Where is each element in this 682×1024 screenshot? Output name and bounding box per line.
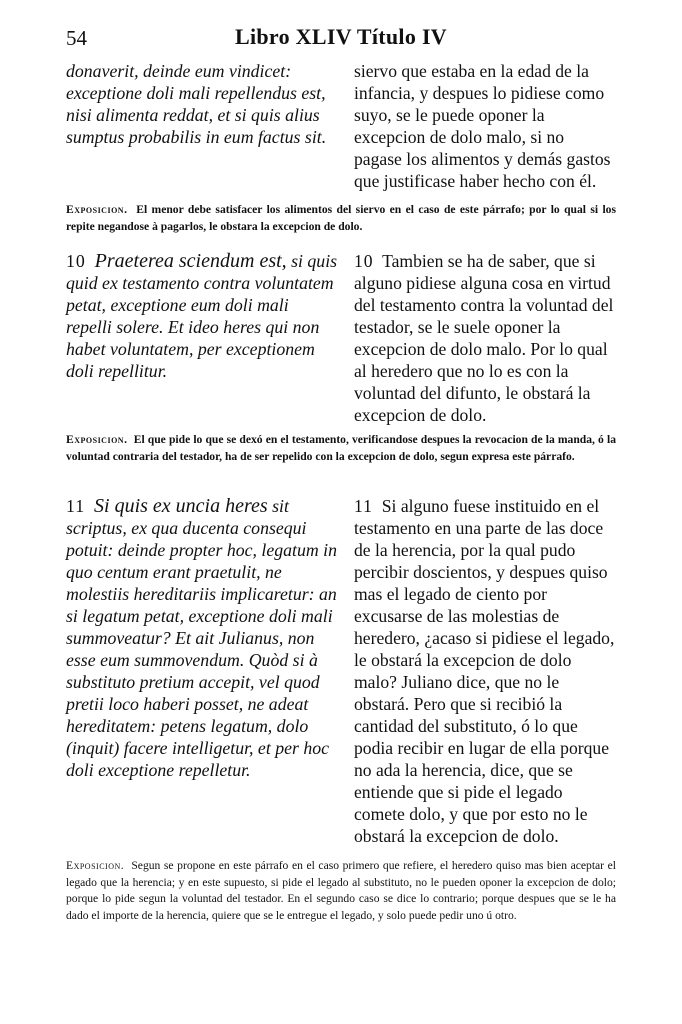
latin-column — [66, 60, 338, 148]
exposicion-text: Segun se propone en este párrafo en el caso primero que refiere, el heredero quiso mas bien aceptar el legado que la herencia; y en este supuesto, si pide el legado al substituto, no le pueden oponer la excepcion de dolo; porque lo pide segun la voluntad del testador. En el segundo caso se dice lo contrario; porque despues que se le ha dado el importe de la herencia, quiere que se le entregue el legado, y solo puede pedir uno ú otro. — [66, 859, 616, 922]
latin-text: donaverit, deinde eum vindicet: exceptione doli mali repellendus est, nisi alimenta reddat, et si quis alius sumptus probabilis in eum factus sit. — [66, 61, 327, 147]
latin-lead: Si quis ex uncia heres — [94, 495, 268, 517]
section-10 — [66, 250, 616, 426]
section-continuation — [66, 60, 616, 196]
exposicion-paragraph — [66, 858, 616, 924]
latin-column — [66, 495, 338, 781]
latin-lead: Praeterea sciendum est, — [94, 250, 287, 272]
latin-body: si quis quid ex testamento contra voluntatem petat, exceptione eum doli mali repelli solere. Et ideo heres qui non habet voluntatem, per exceptionem doli repellitur. — [66, 251, 338, 381]
spanish-column — [354, 495, 616, 847]
spanish-body: Si alguno fuese instituido en el testamento en una parte de las doce de la herencia, por la qual pudo percibir doscientos, y despues quiso mas el legado de ciento por excusarse de las molestias de heredero, ¿acaso si pidiese el legado, le obstará la excepcion de dolo malo? Juliano dice, que no le obstará. Pero que si recibió la cantidad del substituto, ó lo que podia recibir en lugar de ella porque no ada la herencia, dice, que se entiende que si pide el legado comete dolo, y que por esto no le obstará la excepcion de dolo. — [354, 496, 615, 846]
section-number: 11 — [354, 496, 373, 516]
exposicion-label: Exposicion. — [66, 859, 125, 872]
spanish-text — [354, 495, 616, 847]
exposicion-text: El que pide lo que se dexó en el testamento, verificandose despues la revocacion de la manda, ó la voluntad contraria del testador, ha de ser repelido con la excepcion de dolo, segun expresa este párrafo. — [66, 433, 616, 463]
latin-text — [66, 495, 338, 781]
latin-column — [66, 250, 338, 382]
exposicion-paragraph — [66, 202, 616, 235]
section-number: 10 — [66, 251, 86, 271]
latin-body: sit scriptus, ex qua ducenta consequi potuit: deinde propter hoc, legatum in quo centum erant praetulit, ne molestiis hereditariis implicaretur: an si legatum petat, exceptione doli mali summoveatur? Et ait Julianus, non esse eum summovendum. Quòd si à substituto pretium accepit, vel quod pretii loco haberi posset, ne adeat hereditatem: petens legatum, dolo (inquit) facere intelligetur, et per hoc doli exceptione repelletur. — [66, 496, 337, 780]
running-title: Libro XLIV Título IV — [234, 24, 447, 49]
spanish-column — [354, 60, 616, 192]
section-number: 11 — [66, 496, 86, 516]
spanish-body: Tambien se ha de saber, que si alguno pidiese alguna cosa en virtud del testamento contra la voluntad del testador, se le suele oponer la excepcion de dolo malo. Por lo qual al heredero que no lo es con la voluntad del difunto, le obstará la excepcion de dolo. — [354, 251, 614, 425]
section-number: 10 — [354, 251, 374, 271]
page-number: 54 — [66, 26, 87, 50]
page-header — [66, 22, 616, 54]
exposicion-label: Exposicion. — [66, 203, 128, 216]
exposicion-label: Exposicion. — [66, 433, 128, 446]
section-11 — [66, 495, 616, 851]
exposicion-paragraph — [66, 432, 616, 465]
latin-text — [66, 250, 338, 382]
spanish-text: siervo que estaba en la edad de la infancia, y despues lo pidiese como suyo, se le puede oponer la excepcion de dolo malo, si no pagase los alimentos y demás gastos que justificase haber hecho con él. — [354, 61, 611, 191]
exposicion-text: El menor debe satisfacer los alimentos del siervo en el caso de este párrafo; por lo qual si los repite negandose à pagarlos, le obstara la excepcion de dolo. — [66, 203, 616, 233]
spanish-text — [354, 250, 616, 426]
spanish-column — [354, 250, 616, 426]
